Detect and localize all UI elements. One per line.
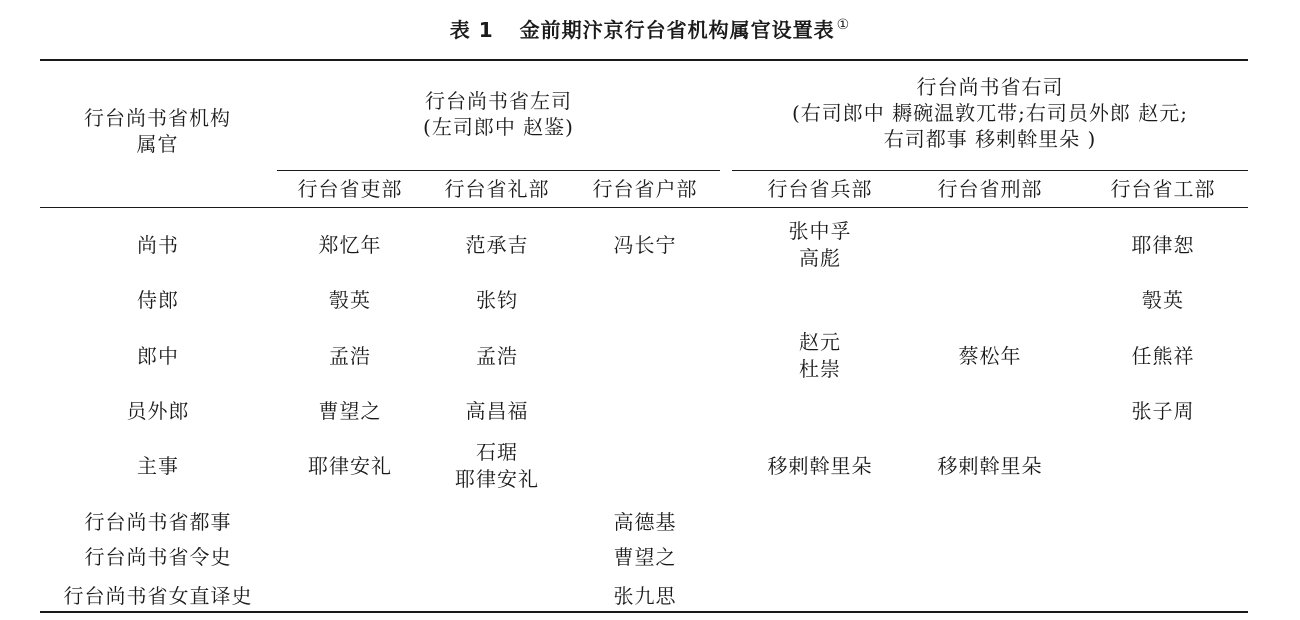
column-header: 行台省吏部 (297, 176, 403, 201)
header-left-group: 行台尚书省左司 (左司郎中 赵鉴) (423, 89, 574, 139)
table-cell: 移剌斡里朵 (937, 453, 1043, 478)
column-header: 行台省户部 (592, 176, 698, 201)
table-title (0, 14, 1300, 43)
footnote-marker: ① (836, 17, 851, 33)
table-cell: 曹望之 (613, 544, 677, 569)
row-label: 行台尚书省女直译史 (63, 583, 253, 608)
header-right-group: 行台尚书省右司 (右司郎中 耨碗温敦兀带;右司员外郎 赵元; 右司都事 移剌斡里朵 ) (792, 75, 1188, 151)
table-cell: 范承吉 (465, 232, 529, 257)
row-label: 主事 (137, 453, 179, 478)
table-cell: 高昌福 (465, 398, 529, 423)
table-cell: 孟浩 (476, 343, 518, 368)
row-label: 尚书 (137, 232, 179, 257)
top-rule (40, 59, 1248, 61)
row-label: 侍郎 (137, 287, 179, 312)
left-group-rule (277, 170, 720, 171)
table-cell: 孟浩 (329, 343, 371, 368)
table-title-text: 金前期汴京行台省机构属官设置表 (519, 18, 835, 42)
table-cell: 蔡松年 (958, 343, 1022, 368)
table-cell: 张钧 (476, 287, 518, 312)
table-cell: 冯长宁 (613, 232, 677, 257)
row-label: 员外郎 (126, 398, 190, 423)
table-cell: 高德基 (613, 509, 677, 534)
table-cell: 赵元 杜崇 (799, 330, 841, 381)
right-group-rule (732, 170, 1248, 171)
bottom-rule (40, 611, 1248, 613)
row-label: 行台尚书省都事 (84, 509, 232, 534)
table-cell: 张子周 (1131, 398, 1195, 423)
table-cell: 彀英 (329, 287, 371, 312)
header-corner: 行台尚书省机构 属官 (84, 106, 231, 156)
table-cell: 彀英 (1142, 287, 1184, 312)
column-header: 行台省兵部 (767, 176, 873, 201)
table-cell: 郑忆年 (318, 232, 382, 257)
table-cell: 耶律恕 (1131, 232, 1195, 257)
header-rule (40, 207, 1248, 208)
table-cell: 石琚 耶律安礼 (455, 440, 539, 491)
column-header: 行台省礼部 (444, 176, 550, 201)
column-header: 行台省刑部 (937, 176, 1043, 201)
table-cell: 任熊祥 (1131, 343, 1195, 368)
table-cell: 曹望之 (318, 398, 382, 423)
column-header: 行台省工部 (1110, 176, 1216, 201)
table-cell: 耶律安礼 (308, 453, 392, 478)
table-cell: 张中孚 高彪 (788, 219, 852, 270)
row-label: 郎中 (137, 343, 179, 368)
table-number: 表 1 (449, 18, 494, 42)
table-cell: 张九思 (613, 583, 677, 608)
table-cell: 移剌斡里朵 (767, 453, 873, 478)
row-label: 行台尚书省令史 (84, 544, 232, 569)
